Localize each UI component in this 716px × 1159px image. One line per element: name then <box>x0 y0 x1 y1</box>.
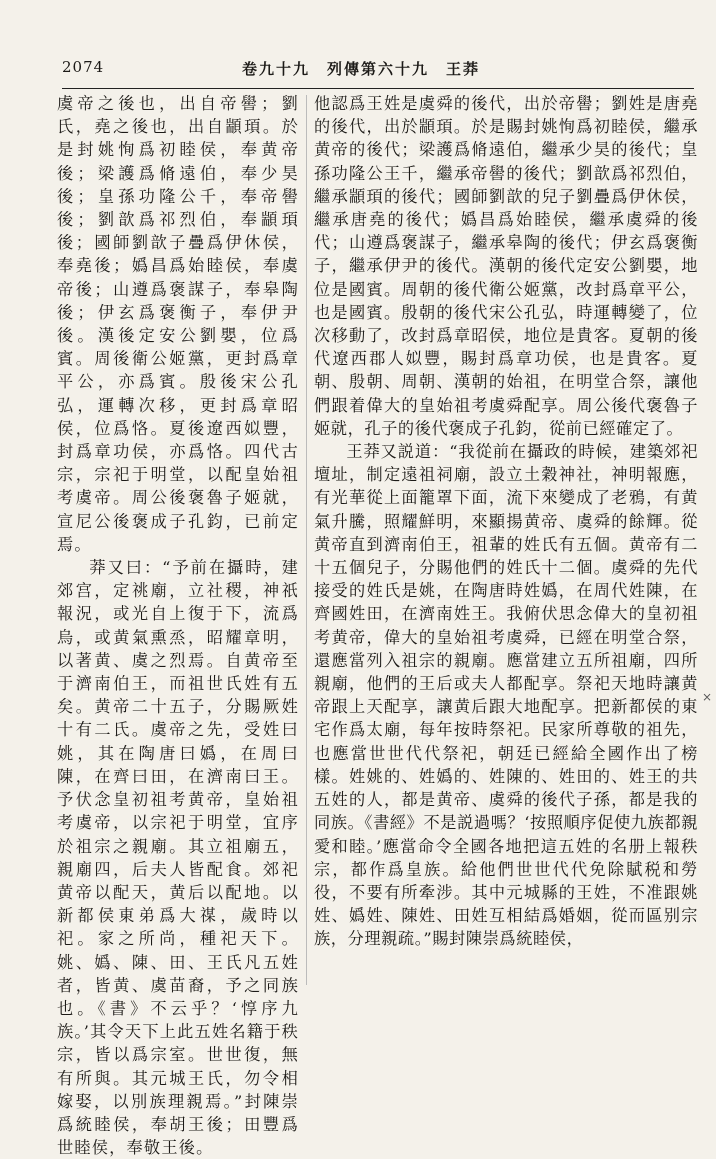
classical-paragraph: 虞帝之後也，出自帝嚳；劉氏，堯之後也，出自顓頊。於是封姚恂爲初睦侯，奉黄帝後；梁護爲脩遠伯，奉少昊後；皇孫功隆公千，奉帝嚳後；劉歆爲祁烈伯，奉顓頊後；國師劉歆子疊爲伊休侯，奉堯後；嬀昌爲始睦侯，奉虞帝後；山遵爲褒謀子，奉皋陶後；伊玄爲褒衡子，奉伊尹後。漢後定安公劉嬰，位爲賓。周後衛公姬黨，更封爲章平公，亦爲賓。殷後宋公孔弘，運轉次移，更封爲章昭侯，位爲恪。夏後遼西姒豐，封爲章功侯，亦爲恪。四代古宗，宗祀于明堂，以配皇始祖考虞帝。周公後褒魯子姬就，宣尼公後褒成子孔鈞，已前定焉。 <box>57 94 299 554</box>
running-head: 卷九十九 列傳第六十九 王莽 <box>242 60 481 78</box>
translation-paragraph: 王莽又説道：“我從前在攝政的時候，建築郊祀壇址，制定遠祖祠廟，設立土穀神社，神明報應，有光華從上面籠罩下面，流下來變成了老鴉，有黄氣升騰，照耀鮮明，來顯揚黄帝、虞舜的餘輝。從黄帝直到濟南伯王，祖輩的姓氏有五個。黄帝有二十五個兒子，分賜他們的姓氏十二個。虞舜的先代接受的姓氏是姚，在陶唐時姓嬀，在周代姓陳，在齊國姓田，在濟南姓王。我俯伏思念偉大的皇初祖考黄帝，偉大的皇始祖考虞舜，已經在明堂合祭，還應當列入祖宗的親廟。應當建立五所祖廟，四所親廟，他們的王后或夫人都配享。祭祀天地時讓黄帝跟上天配享，讓黄后跟大地配享。把新都侯的東宅作爲太廟，每年按時祭祀。民家所尊敬的祖先，也應當世世代代祭祀，朝廷已經給全國作出了榜樣。姓姚的、姓嬀的、姓陳的、姓田的、姓王的共五姓的人，都是黄帝、虞舜的後代子孫，都是我的同族。《書經》不是説過嗎？‘按照順序促使九族都親愛和睦。’應當命令全國各地把這五姓的名册上報秩宗，都作爲皇族。給他們世世代代免除賦税和勞役，不要有所牽涉。其中元城縣的王姓，不准跟姚姓、嬀姓、陳姓、田姓互相結爲婚姻，從而區别宗族，分理親疏。”賜封陳崇爲統睦侯， <box>314 442 698 949</box>
modern-translation-column <box>314 92 698 986</box>
margin-mark: × <box>701 690 712 704</box>
classical-text-column <box>57 92 299 1158</box>
classical-paragraph: 莽又曰：“予前在攝時，建郊宫，定祧廟，立社稷，神祇報況，或光自上復于下，流爲烏，或黄氣熏烝，昭耀章明，以著黄、虞之烈焉。自黄帝至于濟南伯王，而祖世氏姓有五矣。黄帝二十五子，分賜厥姓十有二氏。虞帝之先，受姓曰姚，其在陶唐曰嬀，在周曰陳，在齊曰田，在濟南曰王。予伏念皇初祖考黄帝，皇始祖考虞帝，以宗祀于明堂，宜序於祖宗之親廟。其立祖廟五，親廟四，后夫人皆配食。郊祀黄帝以配天，黄后以配地。以新都侯東弟爲大禖，歲時以祀。家之所尚，種祀天下。姚、嬀、陳、田、王氏凡五姓者，皆黄、虞苗裔，予之同族也。《書》不云乎？‘惇序九族。’其令天下上此五姓名籍于秩宗，皆以爲宗室。世世復，無有所與。其元城王氏，勿令相嫁娶，以別族理親焉。”封陳崇爲統睦侯，奉胡王後；田豐爲世睦侯，奉敬王後。 <box>57 558 299 1158</box>
page-number: 2074 <box>62 58 105 76</box>
translation-paragraph: 他認爲王姓是虞舜的後代，出於帝嚳；劉姓是唐堯的後代，出於顓頊。於是賜封姚恂爲初睦侯，繼承黄帝的後代；梁護爲脩遠伯，繼承少昊的後代；皇孫功隆公王千，繼承帝嚳的後代；劉歆爲祁烈伯，繼承顓頊的後代；國師劉歆的兒子劉疊爲伊休侯，繼承唐堯的後代；嬀昌爲始睦侯，繼承虞舜的後代；山遵爲褒謀子，繼承皋陶的後代；伊玄爲褒衡子，繼承伊尹的後代。漢朝的後代定安公劉嬰，地位是國賓。周朝的後代衛公姬黨，改封爲章平公，也是國賓。殷朝的後代宋公孔弘，時運轉變了，位次移動了，改封爲章昭侯，地位是貴客。夏朝的後代遼西郡人姒豐，賜封爲章功侯，也是貴客。夏朝、殷朝、周朝、漢朝的始祖，在明堂合祭，讓他們跟着偉大的皇始祖考虞舜配享。周公後代褒魯子姬就，孔子的後代褒成子孔鈞，從前已經確定了。 <box>314 94 698 438</box>
column-divider <box>306 95 307 985</box>
page-header <box>22 48 694 88</box>
header-rule <box>62 88 694 89</box>
